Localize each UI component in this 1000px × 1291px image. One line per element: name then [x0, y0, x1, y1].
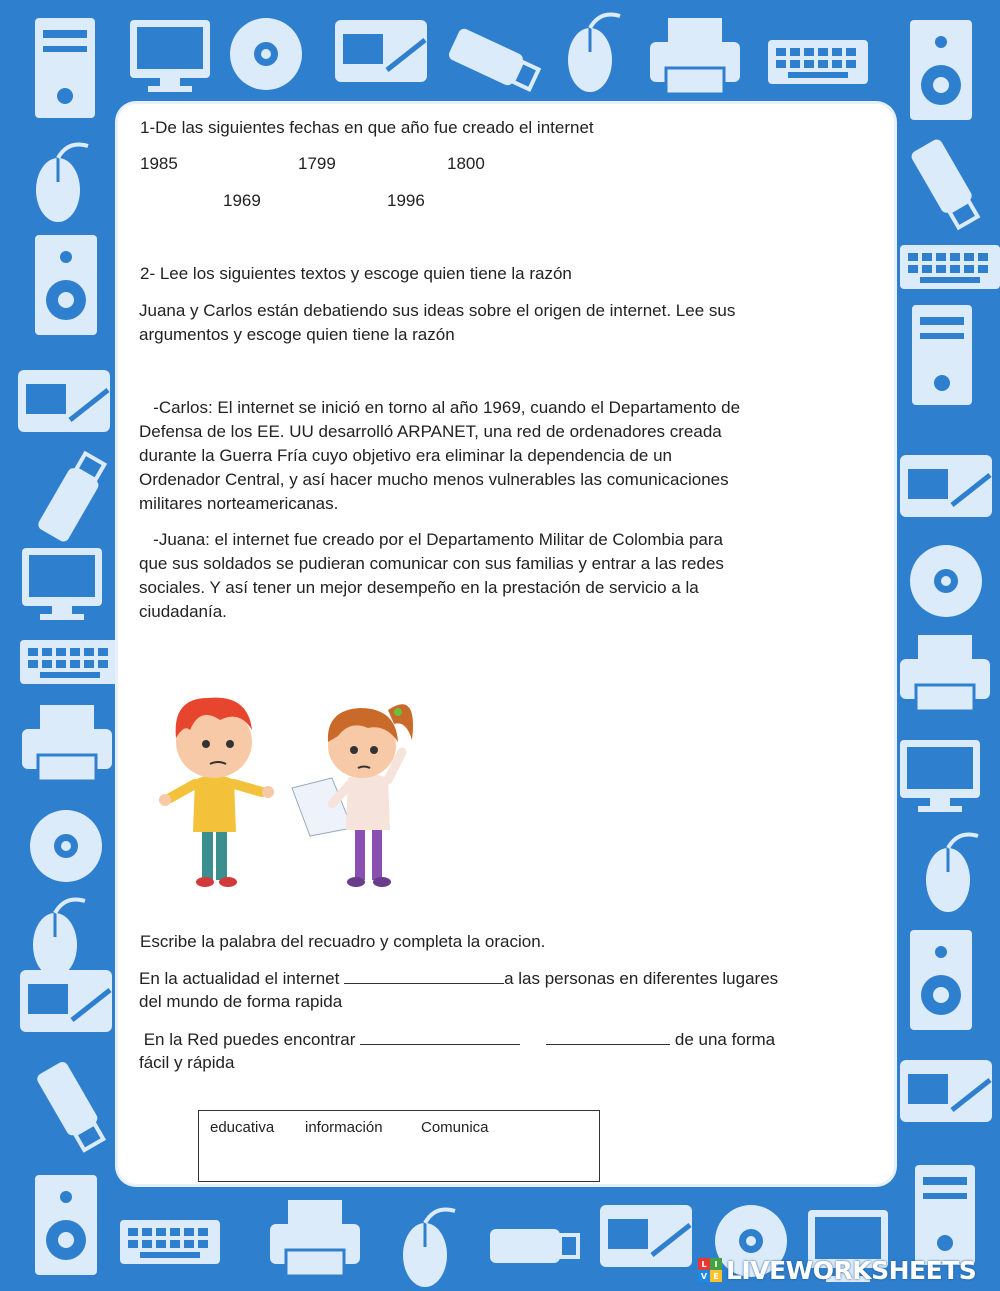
liveworksheets-logo	[698, 1255, 976, 1285]
sentence2-blank-2[interactable]	[546, 1027, 670, 1045]
kids-illustration	[150, 680, 440, 895]
sentence2-line2: fácil y rápida	[139, 1053, 235, 1072]
sentence1-start: En la actualidad el internet	[139, 969, 345, 988]
liveworksheets-text: LIVEWORKSHEETS	[726, 1255, 977, 1285]
word-educativa[interactable]: educativa	[210, 1119, 275, 1136]
carlos-argument-line2: Defensa de los EE. UU desarrolló ARPANET, una red de ordenadores creada	[139, 422, 722, 441]
option-1969[interactable]: 1969	[223, 191, 261, 210]
juana-argument-line1[interactable]: -Juana: el internet fue creado por el Departamento Militar de Colombia para	[139, 530, 723, 549]
question2-prompt: 2- Lee los siguientes textos y escoge quien tiene la razón	[140, 264, 572, 283]
sentence1-line2: del mundo de forma rapida	[139, 992, 343, 1011]
sentence2-blank-1[interactable]	[360, 1027, 520, 1045]
question1-prompt: 1-De las siguientes fechas en que año fue creado el internet	[140, 118, 594, 137]
word-informacion[interactable]: información	[305, 1119, 383, 1136]
juana-argument-line2: que sus soldados se pudieran comunicar con sus familias y entrar a las redes	[139, 554, 724, 573]
sentence1	[139, 966, 859, 991]
sentence2-start: En la Red puedes encontrar	[139, 1030, 361, 1049]
carlos-argument-line3: durante la Guerra Fría cuyo objetivo era eliminar la dependencia de un	[139, 446, 672, 465]
word-comunica[interactable]: Comunica	[421, 1119, 489, 1136]
sentence2	[139, 1027, 859, 1052]
boy-figure	[159, 698, 274, 887]
sentence1-blank[interactable]	[344, 966, 504, 984]
option-1799[interactable]: 1799	[298, 154, 336, 173]
option-1800[interactable]: 1800	[447, 154, 485, 173]
liveworksheets-badge-icon: L I V E	[698, 1258, 722, 1282]
carlos-argument-line5: militares norteamericanas.	[139, 494, 339, 513]
sentence1-end: a las personas en diferentes lugares	[504, 969, 779, 988]
carlos-argument-line4: Ordenador Central, y así hacer mucho menos vulnerables las comunicaciones	[139, 470, 729, 489]
word-bank-box	[198, 1110, 600, 1182]
sentence2-end: de una forma	[670, 1030, 776, 1049]
option-1996[interactable]: 1996	[387, 191, 425, 210]
girl-figure	[328, 704, 413, 887]
juana-argument-line4: ciudadanía.	[139, 602, 227, 621]
question2-intro-line1: Juana y Carlos están debatiendo sus ideas sobre el origen de internet. Lee sus	[139, 301, 736, 320]
question3-prompt: Escribe la palabra del recuadro y completa la oracion.	[140, 932, 546, 951]
question2-intro-line2: argumentos y escoge quien tiene la razón	[139, 325, 455, 344]
juana-argument-line3: sociales. Y así tener un mejor desempeño en la prestación de servicio a la	[139, 578, 699, 597]
option-1985[interactable]: 1985	[140, 154, 178, 173]
carlos-argument-line1[interactable]: -Carlos: El internet se inició en torno al año 1969, cuando el Departamento de	[139, 398, 741, 417]
